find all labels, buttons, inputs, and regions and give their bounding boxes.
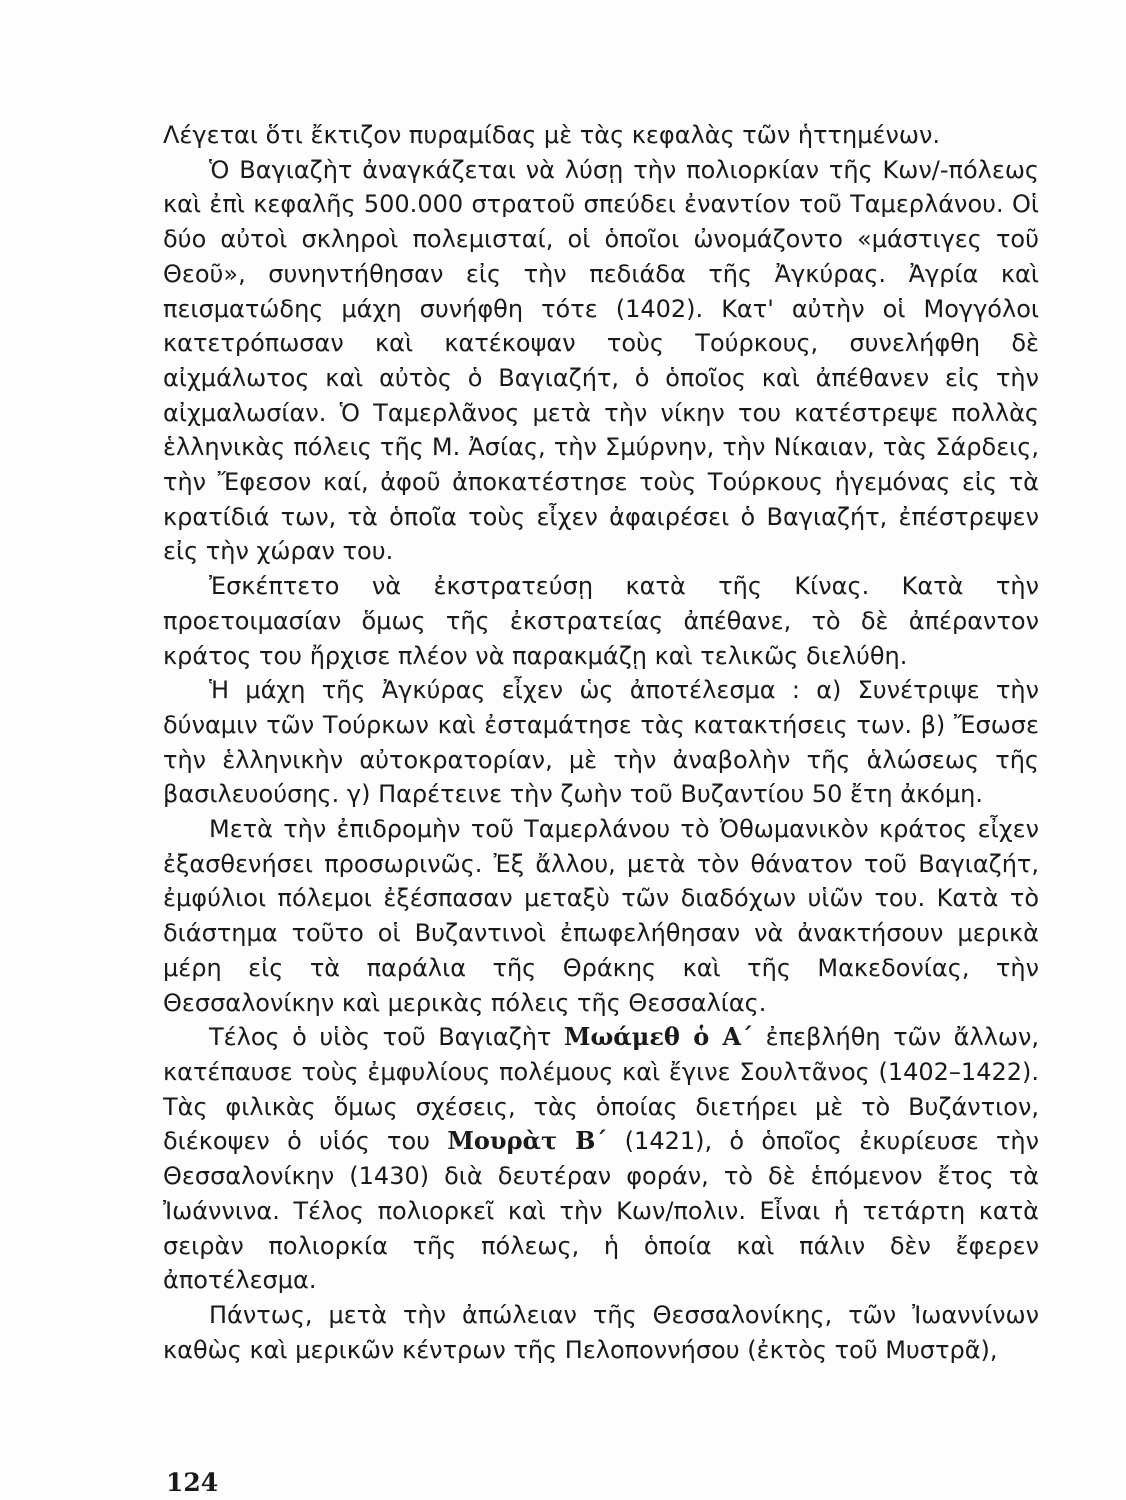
text-run: (1421), ὁ ὁποῖος ἐκυρίευσε τὴν Θεσσαλονίκην (1430) διὰ δευτέραν φοράν, τὸ δὲ ἑπόμενον ἔτος τὰ Ἰωάννινα. Τέλος πολιορκεῖ καὶ τὴν Κων/πολιν. Εἶναι ἡ τετάρτη κατὰ σειρὰν πολιορκία τῆς πόλεως, ἡ ὁποία καὶ πάλιν δὲν ἔφερεν ἀποτέλεσμα. [163, 1127, 1040, 1295]
paragraph-3 [163, 569, 1039, 673]
text-run: ἐπεβλήθη τῶν ἄλλων, κατέπαυσε τοὺς ἐμφυλίους πολέμους καὶ ἔγινε Σουλτᾶνος (1402–1422). Τὰς φιλικὰς ὅμως σχέσεις, τὰς ὁποίας διετήρει μὲ τὸ Βυζάντιον, διέκοψεν ὁ υἱός του [163, 1023, 1040, 1156]
paragraph-4 [163, 673, 1039, 812]
paragraph-7 [163, 1298, 1039, 1367]
text-run: Ὁ Βαγιαζὴτ ἀναγκάζεται νὰ λύσῃ τὴν πολιορκίαν τῆς Κων/-πόλεως καὶ ἐπὶ κεφαλῆς 500.000 στρατοῦ σπεύδει ἐναντίον τοῦ Ταμερλάνου. Οἱ δύο αὐτοὶ σκληροὶ πολεμισταί, οἱ ὁποῖοι ὠνομάζοντο «μάστιγες τοῦ Θεοῦ», συνηντήθησαν εἰς τὴν πεδιάδα τῆς Ἀγκύρας. Ἀγρία καὶ πεισματώδης μάχη συνήφθη τότε (1402). Κατ' αὐτὴν οἱ Μογγόλοι κατετρόπωσαν καὶ κατέκοψαν τοὺς Τούρκους, συνελήφθη δὲ αἰχμάλωτος καὶ αὐτὸς ὁ Βαγιαζήτ, ὁ ὁποῖος καὶ ἀπέθανεν εἰς τὴν αἰχμαλωσίαν. Ὁ Ταμερλᾶνος μετὰ τὴν νίκην του κατέστρεψε πολλὰς ἑλληνικὰς πόλεις τῆς Μ. Ἀσίας, τὴν Σμύρνην, τὴν Νίκαιαν, τὰς Σάρδεις, τὴν Ἔφεσον καί, ἀφοῦ ἀποκατέστησε τοὺς Τούρκους ἡγεμόνας εἰς τὰ κρατίδιά των, τὰ ὁποῖα τοὺς εἶχεν ἀφαιρέσει ὁ Βαγιαζήτ, ἐπέστρεψεν εἰς τὴν χώραν του. [163, 155, 1039, 566]
text-run: Λέγεται ὅτι ἔκτιζον πυραμίδας μὲ τὰς κεφαλὰς τῶν ἡττημένων. [163, 121, 940, 149]
text-run: Τέλος ὁ υἱὸς τοῦ Βαγιαζὴτ [209, 1023, 564, 1052]
text-run: Ἐσκέπτετο νὰ ἐκστρατεύσῃ κατὰ τῆς Κίνας. Κατὰ τὴν προετοιμασίαν ὅμως τῆς ἐκστρατείας ἀπέθανε, τὸ δὲ ἀπέραντον κράτος του ἤρχισε πλέον νὰ παρακμάζῃ καὶ τελικῶς διελύθη. [163, 572, 1039, 670]
ruler-name-mehmed: Μωάμεθ ὁ Α΄ [563, 1022, 754, 1052]
paragraph-2 [163, 153, 1039, 569]
paragraph-1 [163, 118, 1039, 153]
paragraph-5 [163, 812, 1039, 1020]
text-run: Ἡ μάχη τῆς Ἀγκύρας εἶχεν ὡς ἀποτέλεσμα : α) Συνέτριψε τὴν δύναμιν τῶν Τούρκων καὶ ἐσταμάτησε τὰς κατακτήσεις των. β) Ἔσωσε τὴν ἑλληνικὴν αὐτοκρατορίαν, μὲ τὴν ἀναβολὴν τῆς ἁλώσεως τῆς βασιλευούσης. γ) Παρέτεινε τὴν ζωὴν τοῦ Βυζαντίου 50 ἔτη ἀκόμη. [163, 676, 1039, 809]
ruler-name-murad: Μουρὰτ Β΄ [447, 1126, 608, 1156]
text-run: Μετὰ τὴν ἐπιδρομὴν τοῦ Ταμερλάνου τὸ Ὀθωμανικὸν κράτος εἶχεν ἐξασθενήσει προσωρινῶς. Ἐξ ἄλλου, μετὰ τὸν θάνατον τοῦ Βαγιαζήτ, ἐμφύλιοι πόλεμοι ἐξέσπασαν μεταξὺ τῶν διαδόχων υἱῶν του. Κατὰ τὸ διάστημα τοῦτο οἱ Βυζαντινοὶ ἐπωφελήθησαν νὰ ἀνακτήσουν μερικὰ μέρη εἰς τὰ παράλια τῆς Θράκης καὶ τῆς Μακεδονίας, τὴν Θεσσαλονίκην καὶ μερικὰς πόλεις τῆς Θεσσαλίας. [163, 815, 1039, 1017]
page-number: 124 [166, 1468, 219, 1497]
paragraph-6 [163, 1020, 1039, 1298]
text-run: Πάντως, μετὰ τὴν ἀπώλειαν τῆς Θεσσαλονίκης, τῶν Ἰωαννίνων καθὼς καὶ μερικῶν κέντρων τῆς Πελοποννήσου (ἐκτὸς τοῦ Μυστρᾶ), [163, 1300, 1039, 1364]
body-text [163, 118, 1039, 1367]
